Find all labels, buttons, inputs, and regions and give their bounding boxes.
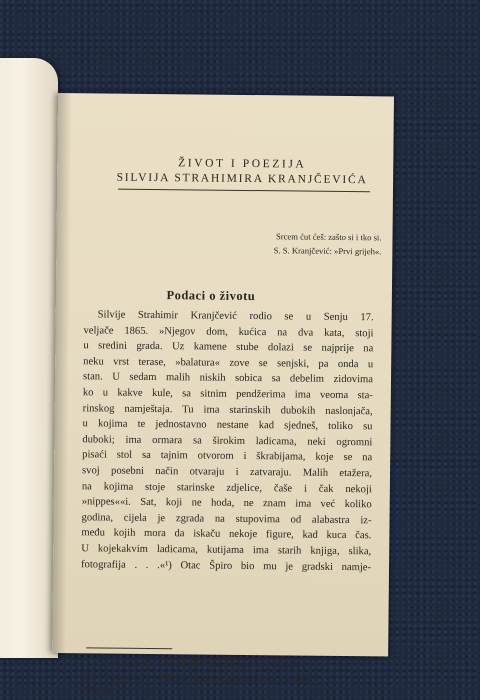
body-line: u kojima te jednostavno nestane kad sjedneš, toliko su <box>82 418 373 433</box>
section-heading: Podaci o životu <box>166 288 256 304</box>
body-line: godina, cijela je zgrada na stupovima od alabastra iz- <box>81 511 372 527</box>
epigraph-source: S. S. Kranjčević: »Prvi grijeh«. <box>273 245 382 257</box>
body-line: Silvije Strahimir Kranjčević rodio se u Senju 17. <box>97 309 374 324</box>
body-line: neku vrst terase, »balatura« zove se senjski, pa onda u <box>83 356 374 371</box>
body-line: pisaći stol sa tajnim otvorom i škrabijama, koje se na <box>82 449 373 464</box>
body-line: U kojekakvim ladicama, kutijama ima starih knjiga, slika, <box>81 543 372 558</box>
footnote-line: 1908. Str. 57. <box>79 684 129 695</box>
body-line: svoj posebni način otvaraju i zatvaraju. Malih etažera, <box>81 465 373 480</box>
body-line: fotografija . . .«¹) Otac Špiro bio mu je gradski namje- <box>81 558 372 573</box>
title-line-1: ŽIVOT I POEZIJA <box>178 157 307 171</box>
body-text <box>81 307 374 575</box>
body-line: »nippes««i. Sat, koji ne hoda, ne znam ima već koliko <box>81 496 372 511</box>
footnote-rule <box>86 647 172 649</box>
epigraph <box>176 228 381 258</box>
book-page <box>52 93 394 695</box>
left-page-edge <box>0 58 58 658</box>
body-line: rinskog namještaja. Tu ima starinskih dubokih naslonjača, <box>82 402 373 417</box>
body-line: u sredini grada. Uz kamene stube dolazi se najprije na <box>83 340 374 355</box>
footnote-text: Ela Kranjčević: Moj Silvije. Spomen-spis S. S. Kranjče- <box>100 657 304 670</box>
footnote-marker: ¹) <box>94 656 99 664</box>
body-line: među kojih mora da iskaču nekoje figure, kad kuca čas. <box>81 527 372 542</box>
footnote <box>80 653 366 699</box>
title-rule <box>118 189 370 193</box>
body-line: na kojima stoje starinske zdjelice, čaše i čak nekoji <box>81 480 372 495</box>
body-line: duboki; ima ormara sa širokim ladicama, neki ogromni <box>82 434 373 449</box>
body-line: veljače 1865. »Njegov dom, kućica na dva kata, stoji <box>83 324 374 339</box>
title-block <box>112 156 372 193</box>
body-line: ko u kakve kule, sa sitnim pendžerima ima veoma sta- <box>82 387 373 402</box>
epigraph-quote: Srcem ćut ćeš: zašto si i tko si. <box>275 231 382 243</box>
footnote-line: viću. Prigodom 25.-godišnjice njegovog pjesnikovanja. Sarajevo <box>79 670 313 684</box>
title-line-2: SILVIJA STRAHIMIRA KRANJČEVIĆA <box>116 171 368 187</box>
body-line: stan. U sedam malih niskih sobica sa debelim zidovima <box>82 371 374 386</box>
